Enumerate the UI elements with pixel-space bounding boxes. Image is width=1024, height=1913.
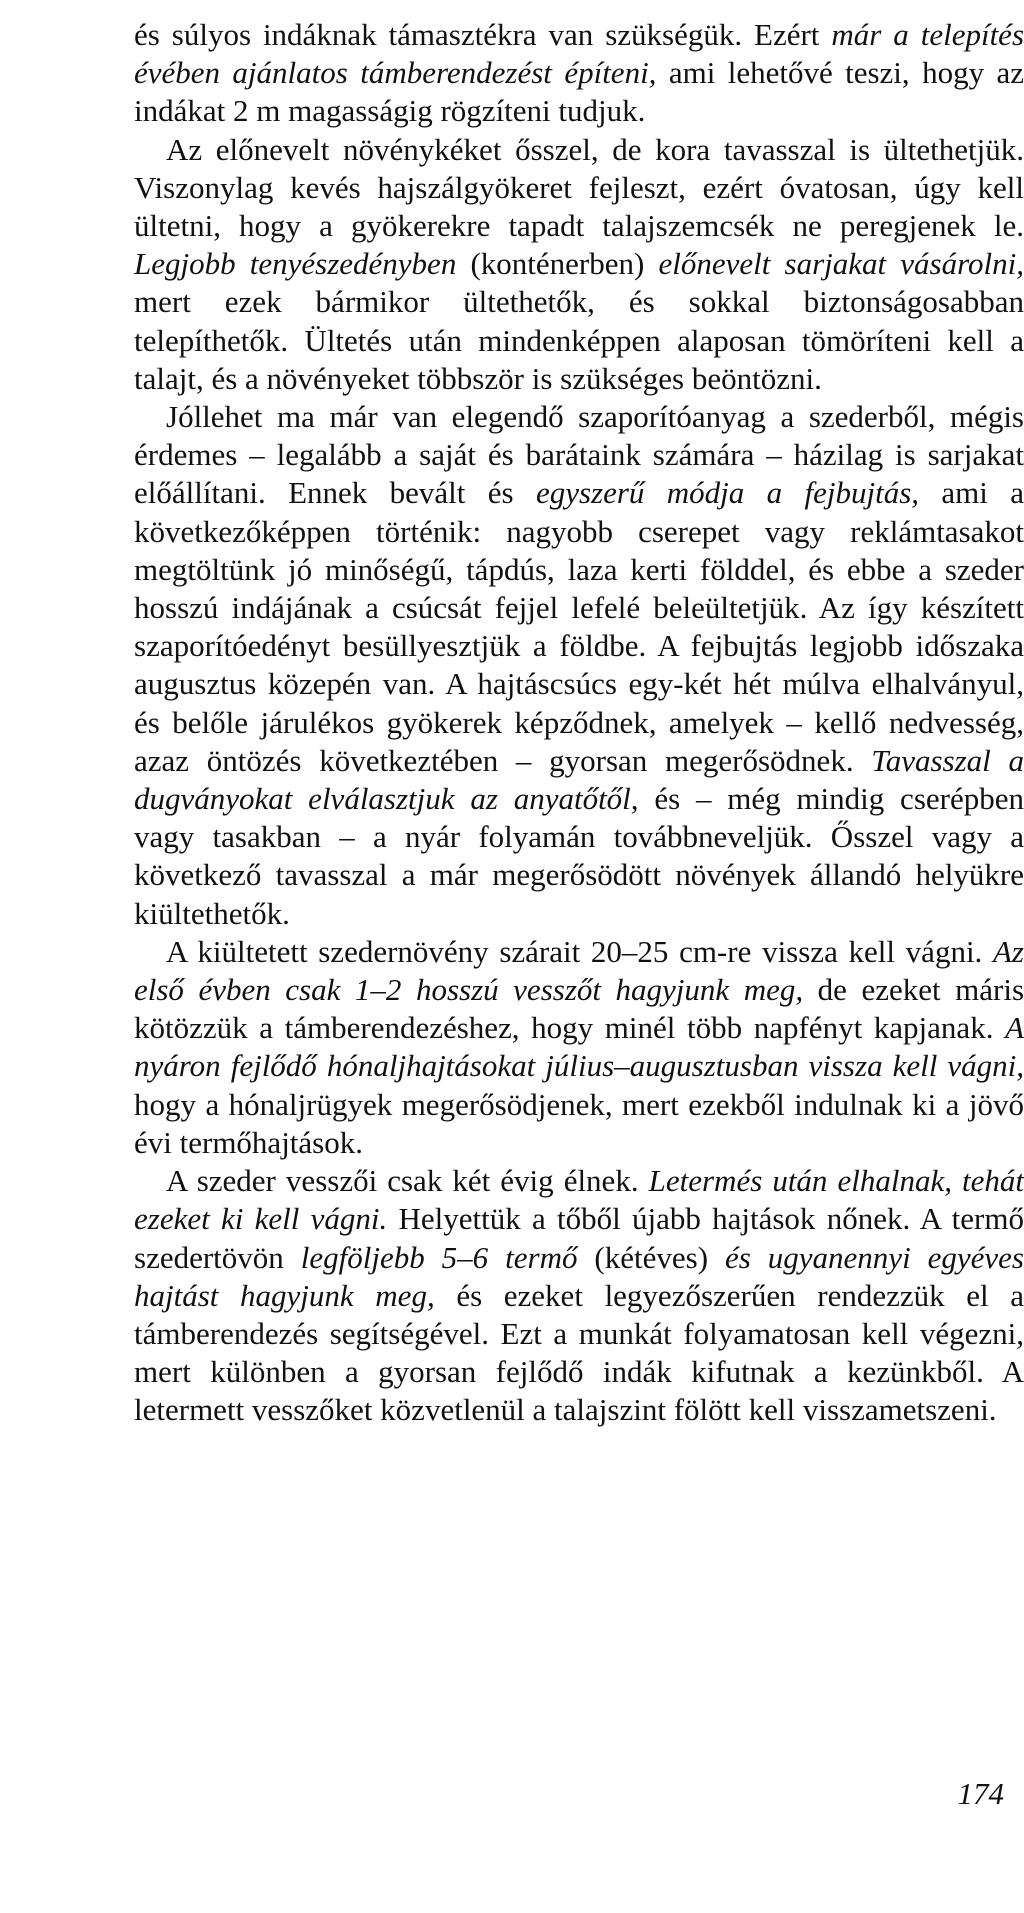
- body-text: [134, 16, 1024, 1430]
- text-run: és súlyos indáknak támasztékra van szükségük. Ezért: [134, 17, 832, 52]
- text-run: A kiültetett szedernövény szárait 20–25 cm-re vissza kell vágni.: [166, 933, 993, 969]
- text-run: A szeder vesszői csak két évig élnek.: [166, 1163, 649, 1199]
- text-run: és – még mindig cserépben vagy tasakban – a nyár folyamán továbbneveljük. Ősszel vagy a következő tavasszal a már megerősödött növények állandó helyükre kiültethetők.: [134, 781, 1024, 931]
- italic-text: és ugyanennyi egyéves hajtást hagyjunk meg,: [134, 1239, 1024, 1313]
- italic-text: előnevelt sarjakat vásárolni,: [658, 246, 1024, 282]
- text-run: Az előnevelt növénykéket ősszel, de kora tavasszal is ültethetjük. Viszonylag kevés hajszálgyökeret fejleszt, ezért óvatosan, úgy kell ültetni, hogy a gyökerekre tapadt talajszemcsék ne peregjenek le.: [134, 131, 1024, 244]
- text-run: ami lehetővé teszi, hogy az indákat 2 m magasságig rögzíteni tudjuk.: [134, 55, 1024, 129]
- text-run: és ezeket legyezőszerűen rendezzük el a támberendezés segítségével. Ezt a munkát folyamatosan kell végezni, mert különben a gyorsan fejlődő indák kifutnak a kezünkből. A letermett vesszőket közvetlenül a talajszint fölött kell visszametszeni.: [134, 1277, 1024, 1428]
- page-number: 174: [957, 1776, 1004, 1811]
- text-run: de ezeket máris kötözzük a támberendezéshez, hogy minél több napfényt kapjanak.: [134, 972, 1024, 1046]
- text-run: (kétéves): [577, 1239, 725, 1275]
- text-run: hogy a hónaljrügyek megerősödjenek, mert ezekből indulnak ki a jövő évi termőhajtások.: [134, 1086, 1024, 1160]
- paragraph: [134, 16, 1024, 131]
- paragraph: [134, 398, 1024, 933]
- paragraph: [134, 933, 1024, 1162]
- text-run: (konténerben): [456, 246, 659, 282]
- text-run: Jóllehet ma már van elegendő szaporítóanyag a szederből, mégis érdemes – legalább a saját és barátaink számára – házilag is sarjakat előállítani. Ennek bevált és: [134, 399, 1024, 511]
- text-run: ami a következőképpen történik: nagyobb cserepet vagy reklámtasakot megtöltünk jó minőségű, tápdús, laza kerti földdel, és ebbe a szeder hosszú indájának a csúcsát fejjel lefelé beleültetjük. Az így készített szaporítóedényt besüllyesztjük a földbe. A fejbujtás legjobb időszaka augusztus közepén van. A hajtáscsúcs egy-két hét múlva elhalványul, és belőle járulékos gyökerek képződnek, amelyek – kellő nedvesség, azaz öntözés következtében – gyorsan megerősödnek.: [134, 475, 1024, 778]
- text-run: Helyettük a tőből újabb hajtások nőnek. A termő szedertövön: [134, 1201, 1024, 1275]
- italic-text: egyszerű módja a fejbujtás,: [535, 475, 920, 511]
- text-run: mert ezek bármikor ültethetők, és sokkal biztonságosabban telepíthetők. Ültetés után mindenképpen alaposan tömöríteni kell a talajt, és a növényeket többször is szükséges beöntözni.: [134, 284, 1024, 396]
- italic-text: Tavasszal a dugványokat elválasztjuk az anyatőtől,: [134, 742, 1024, 817]
- paragraph: [134, 131, 1024, 398]
- italic-text: Letermés után elhalnak, tehát ezeket ki kell vágni.: [134, 1163, 1024, 1237]
- italic-text: már a telepítés évében ajánlatos támberendezést építeni,: [134, 17, 1024, 91]
- italic-text: legföljebb 5–6 termő: [300, 1239, 578, 1275]
- paragraph: [134, 1162, 1024, 1429]
- italic-text: Az első évben csak 1–2 hosszú vesszőt hagyjunk meg,: [134, 933, 1024, 1008]
- italic-text: A nyáron fejlődő hónaljhajtásokat július–augusztusban vissza kell vágni,: [134, 1010, 1024, 1084]
- italic-text: Legjobb tenyészedényben: [134, 246, 457, 282]
